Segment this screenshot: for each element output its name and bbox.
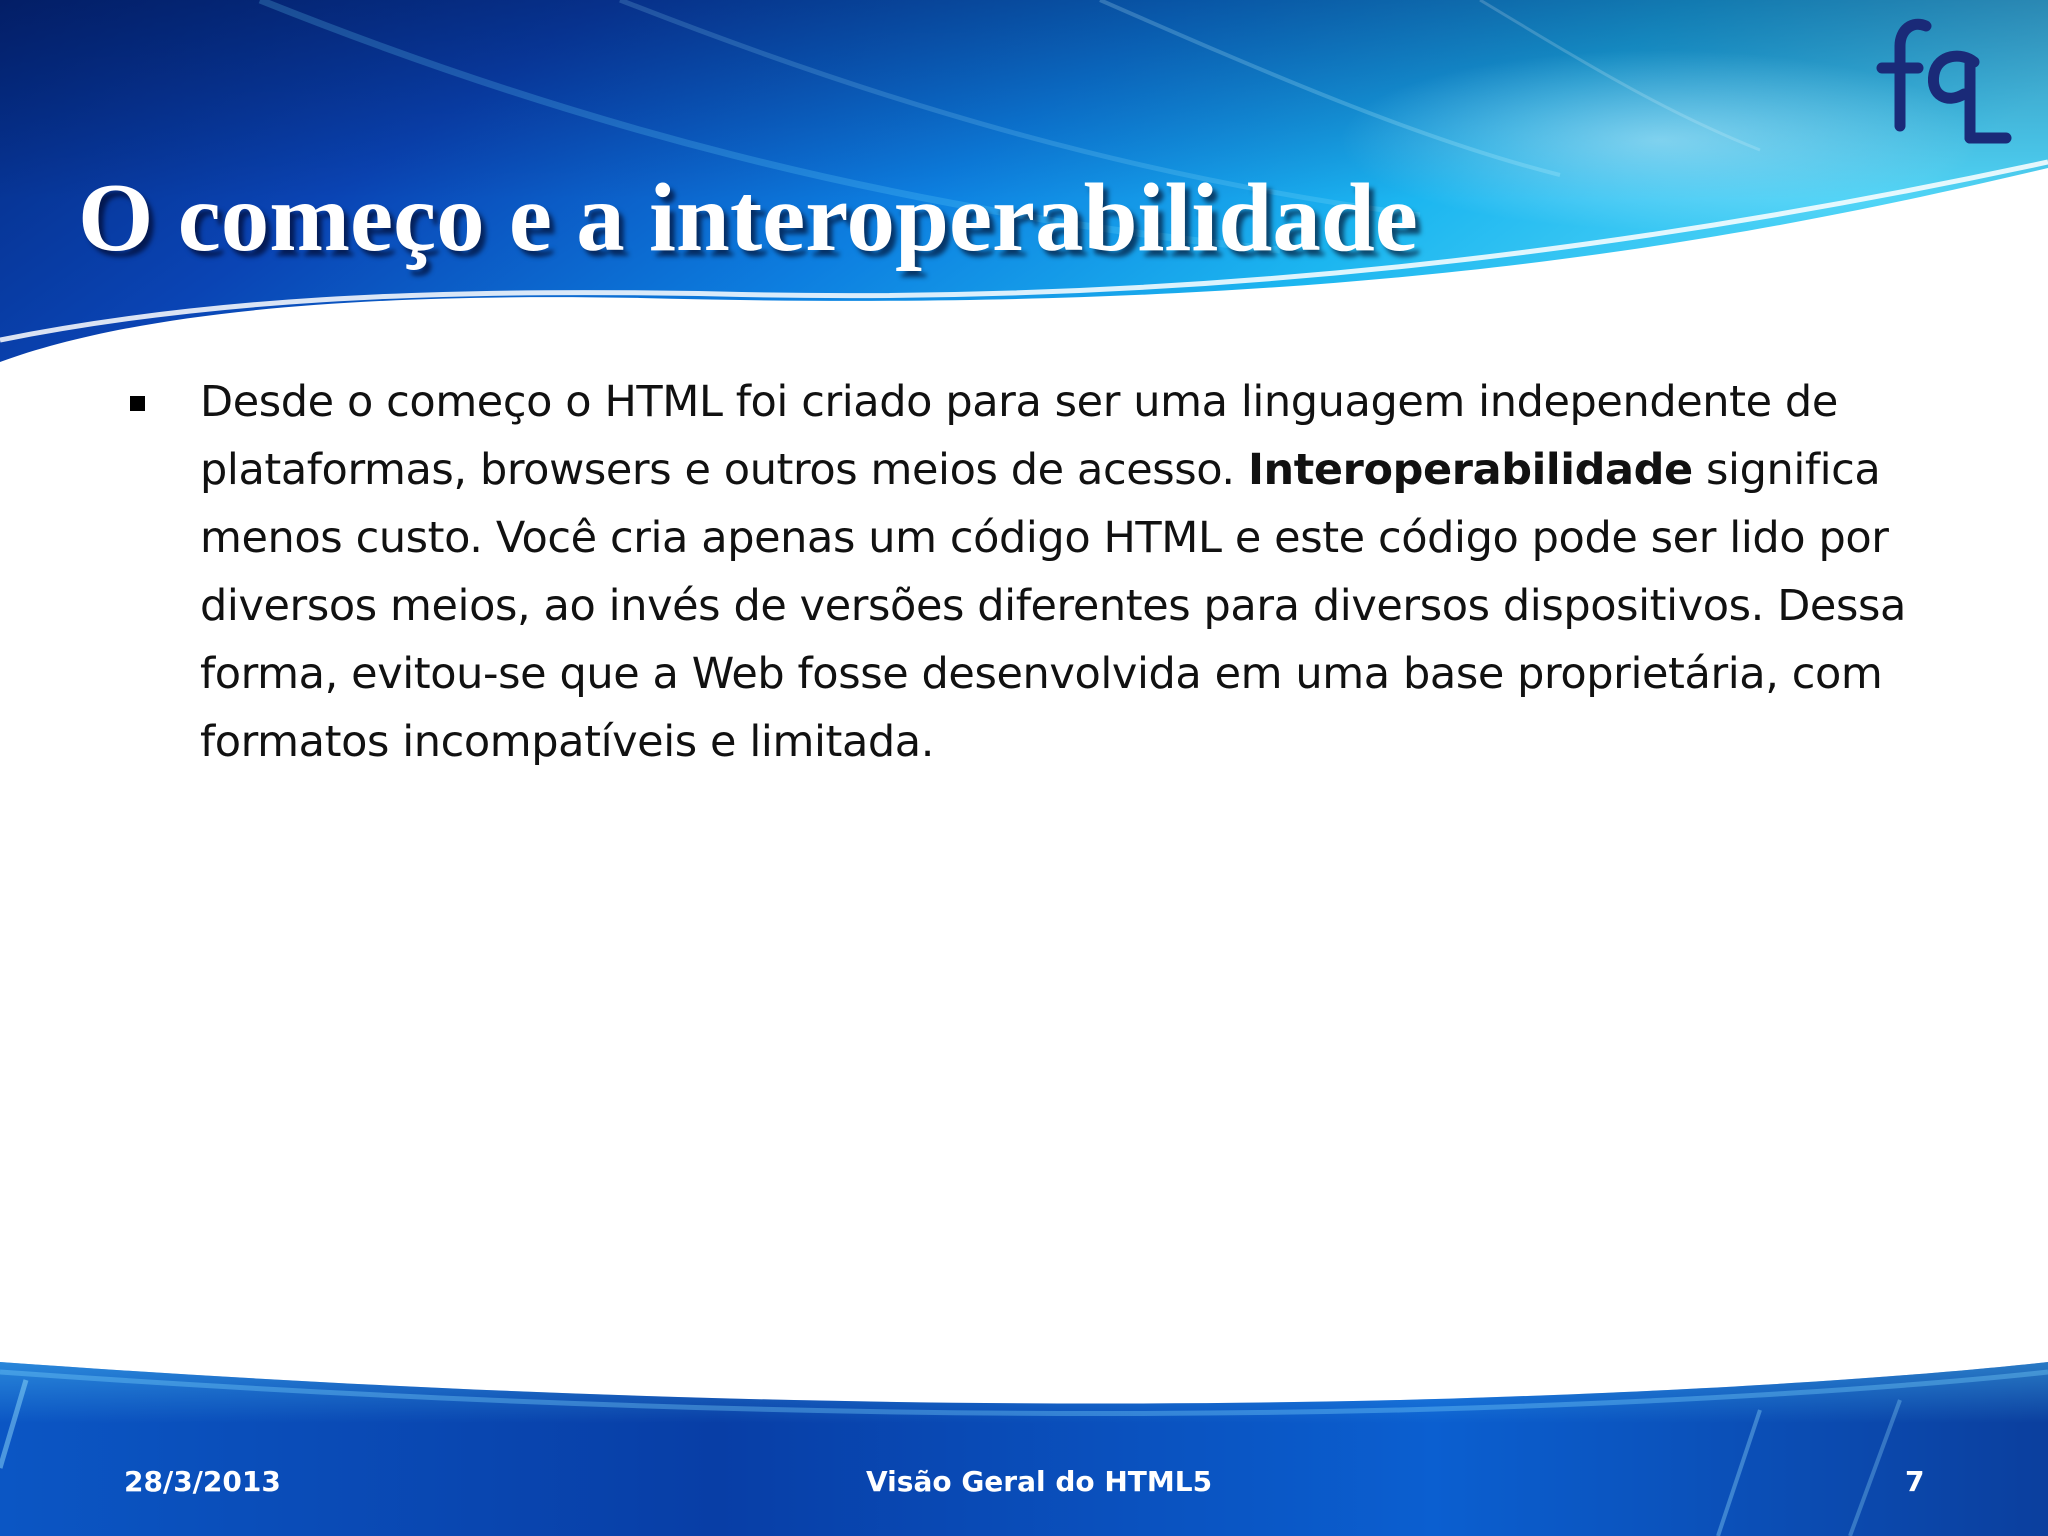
bullet-item — [118, 368, 1958, 776]
bullet-bold-term: Interoperabilidade — [1247, 445, 1693, 495]
bullet-text — [200, 368, 1958, 776]
bullet-text-part: significa menos custo. Você cria apenas um código HTML e este código pode ser lido por diversos meios, ao invés de versões diferentes para diversos dispositivos. Dessa forma, evitou-se que a Web fosse desenvolvida em uma base proprietária, com formatos incompatíveis e limitada. — [200, 445, 1906, 767]
fq-logo-icon — [1866, 10, 2016, 160]
footer-date: 28/3/2013 — [124, 1465, 281, 1498]
footer-page-number: 7 — [1905, 1465, 1925, 1498]
square-bullet-icon — [130, 396, 145, 411]
slide-content — [118, 368, 1958, 776]
slide-title: O começo e a interoperabilidade — [78, 164, 1418, 271]
footer-presentation-title: Visão Geral do HTML5 — [866, 1465, 1213, 1498]
bullet-text-part: Desde o começo o HTML foi criado para ser uma linguagem independente de plataformas, browsers e outros meios de acesso. — [200, 377, 1838, 495]
